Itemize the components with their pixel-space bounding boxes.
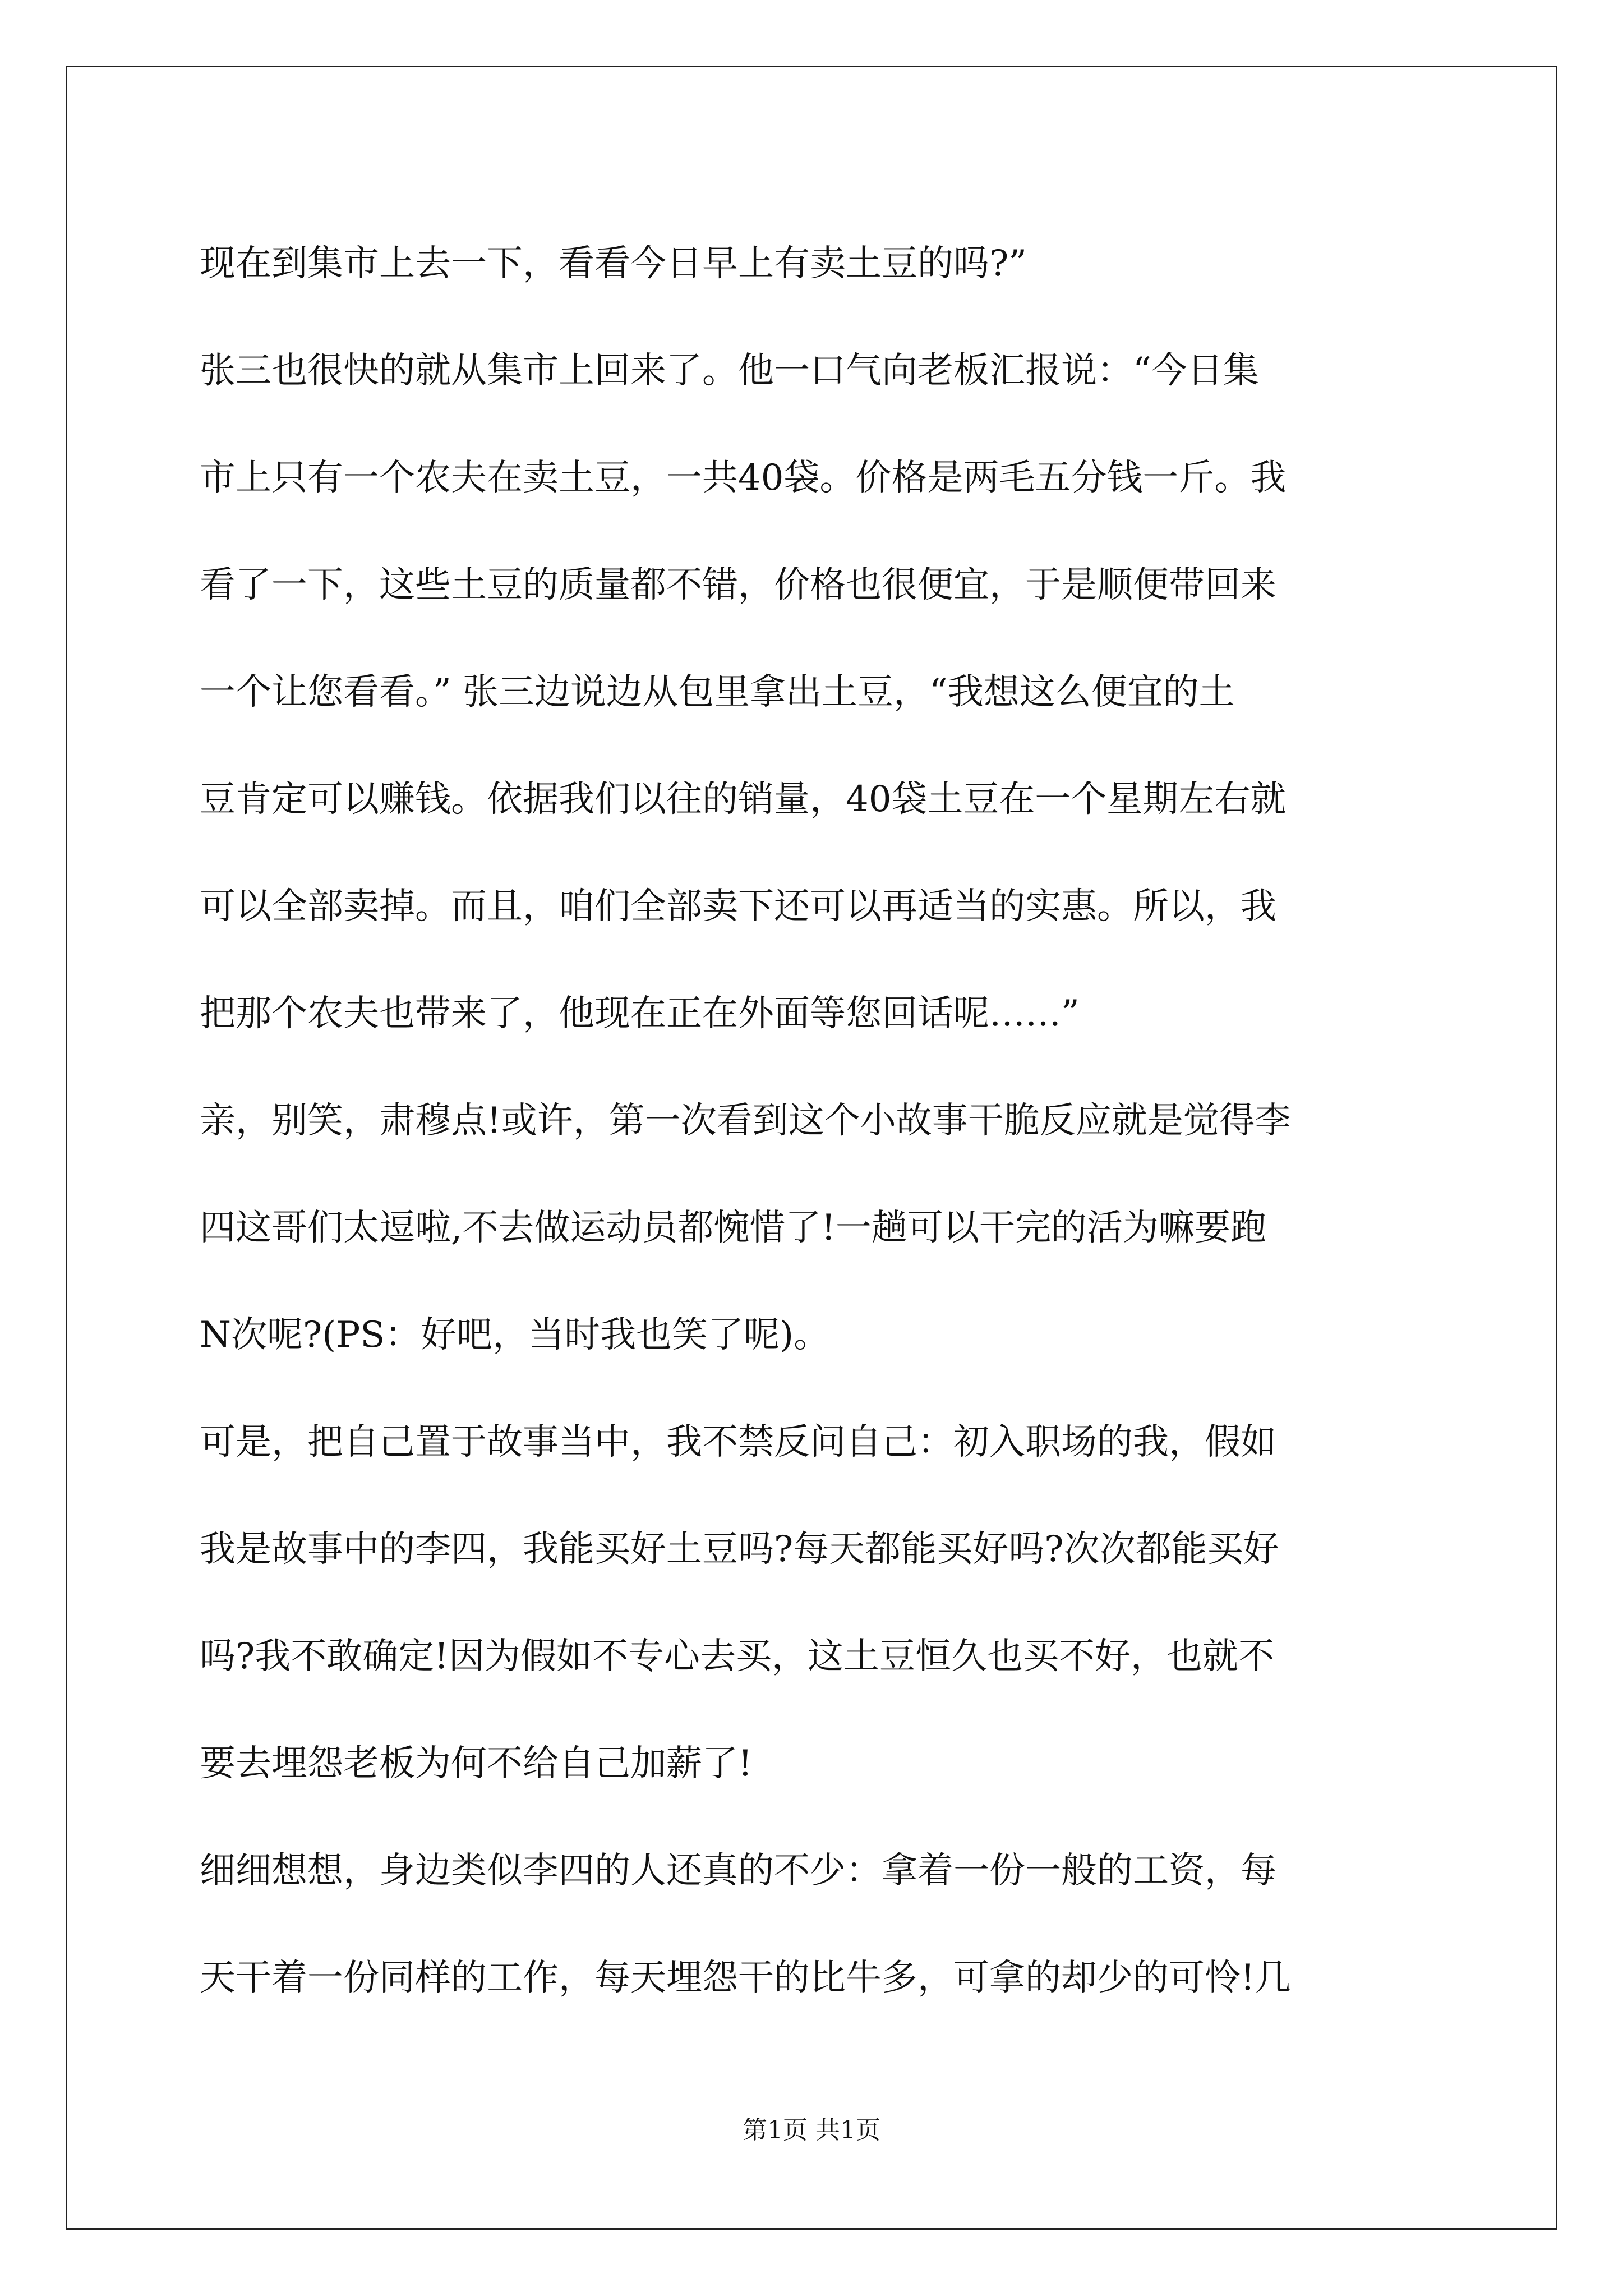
text-line-7: 可以全部卖掉。而且，咱们全部卖下还可以再适当的实惠。所以，我 — [200, 886, 1276, 927]
text-line-2: 张三也很快的就从集市上回来了。他一口气向老板汇报说：“今日集 — [200, 350, 1259, 392]
text-line-15: 要去埋怨老板为何不给自己加薪了! — [200, 1743, 753, 1784]
text-line-1: 现在到集市上去一下，看看今日早上有卖土豆的吗?” — [200, 243, 1027, 284]
document-body — [200, 210, 1433, 2032]
text-line-17: 天干着一份同样的工作，每天埋怨干的比牛多，可拿的却少的可怜!几 — [200, 1957, 1291, 1999]
text-line-3: 市上只有一个农夫在卖土豆，一共40袋。价格是两毛五分钱一斤。我 — [200, 457, 1287, 499]
text-line-8: 把那个农夫也带来了，他现在正在外面等您回话呢……” — [200, 993, 1080, 1034]
text-line-12: 可是，把自己置于故事当中，我不禁反问自己：初入职场的我，假如 — [200, 1421, 1276, 1463]
text-line-6: 豆肯定可以赚钱。依据我们以往的销量，40袋土豆在一个星期左右就 — [200, 779, 1287, 820]
text-line-11: N次呢?(PS：好吧，当时我也笑了呢)。 — [200, 1314, 830, 1356]
text-line-5: 一个让您看看。” 张三边说边从包里拿出土豆，“我想这么便宜的土 — [200, 671, 1235, 713]
text-line-10: 四这哥们太逗啦,不去做运动员都惋惜了!一趟可以干完的活为嘛要跑 — [200, 1207, 1267, 1249]
text-line-14: 吗?我不敢确定!因为假如不专心去买，这土豆恒久也买不好，也就不 — [200, 1636, 1275, 1677]
text-line-13: 我是故事中的李四，我能买好土豆吗?每天都能买好吗?次次都能买好 — [200, 1529, 1279, 1570]
text-line-9: 亲，别笑，肃穆点!或许，第一次看到这个小故事干脆反应就是觉得李 — [200, 1100, 1291, 1142]
text-line-16: 细细想想，身边类似李四的人还真的不少：拿着一份一般的工资，每 — [200, 1850, 1276, 1892]
text-line-4: 看了一下，这些土豆的质量都不错，价格也很便宜，于是顺便带回来 — [200, 564, 1276, 606]
page-footer: 第1页 共1页 — [743, 2116, 880, 2145]
